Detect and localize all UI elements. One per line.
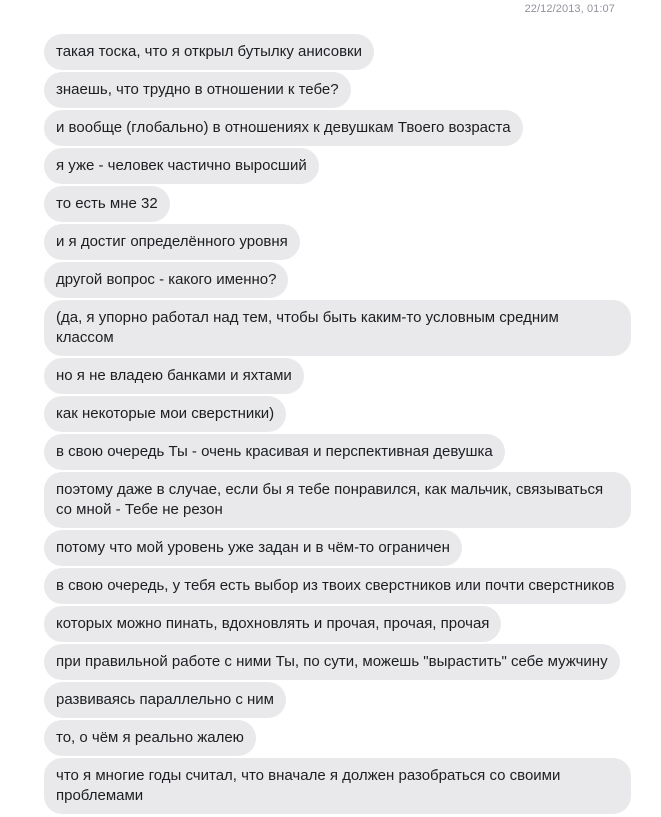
message-bubble[interactable]: как некоторые мои сверстники) (44, 396, 286, 432)
message-bubble[interactable]: при правильной работе с ними Ты, по сути, можешь "вырастить" себе мужчину (44, 644, 620, 680)
message-thread (44, 34, 634, 816)
message-bubble[interactable]: другой вопрос - какого именно? (44, 262, 288, 298)
message-bubble[interactable]: в свою очередь, у тебя есть выбор из твоих сверстников или почти сверстников (44, 568, 626, 604)
message-bubble[interactable]: я уже - человек частично выросший (44, 148, 319, 184)
message-bubble[interactable]: знаешь, что трудно в отношении к тебе? (44, 72, 351, 108)
message-bubble[interactable]: такая тоска, что я открыл бутылку анисовки (44, 34, 374, 70)
message-bubble[interactable]: поэтому даже в случае, если бы я тебе понравился, как мальчик, связываться со мной - Тебе не резон (44, 472, 631, 528)
message-timestamp: 22/12/2013, 01:07 (524, 3, 615, 15)
message-bubble[interactable]: но я не владею банками и яхтами (44, 358, 304, 394)
message-bubble[interactable]: в свою очередь Ты - очень красивая и перспективная девушка (44, 434, 505, 470)
message-bubble[interactable]: потому что мой уровень уже задан и в чём-то ограничен (44, 530, 462, 566)
message-bubble[interactable]: то, о чём я реально жалею (44, 720, 256, 756)
message-bubble[interactable]: которых можно пинать, вдохновлять и прочая, прочая, прочая (44, 606, 501, 642)
message-bubble[interactable]: (да, я упорно работал над тем, чтобы быть каким-то условным средним классом (44, 300, 631, 356)
message-bubble[interactable]: и я достиг определённого уровня (44, 224, 300, 260)
message-bubble[interactable]: и вообще (глобально) в отношениях к девушкам Твоего возраста (44, 110, 523, 146)
message-bubble[interactable]: что я многие годы считал, что вначале я должен разобраться со своими проблемами (44, 758, 631, 814)
message-bubble[interactable]: развиваясь параллельно с ним (44, 682, 286, 718)
message-bubble[interactable]: то есть мне 32 (44, 186, 170, 222)
